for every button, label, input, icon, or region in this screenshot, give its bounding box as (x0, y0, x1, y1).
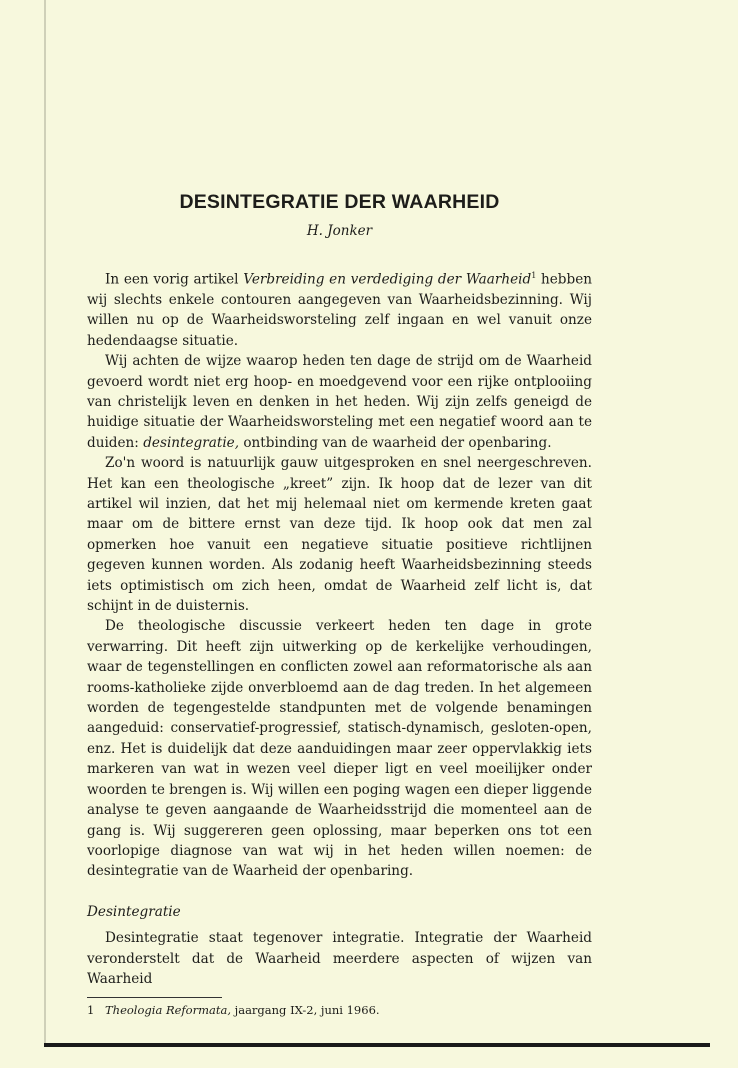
footnote (87, 1002, 592, 1018)
paragraph-1 (87, 266, 592, 351)
cited-article-title: Verbreiding en verdediging der Waarheid (243, 271, 532, 288)
page-left-edge (44, 0, 46, 1045)
bottom-rule (44, 1043, 710, 1047)
footnote-text: jaargang IX-2, juni 1966. (231, 1003, 380, 1018)
paragraph-2-text-b: ontbinding van de waarheid der openbaring. (239, 434, 552, 451)
footnote-divider (87, 997, 222, 998)
paragraph-2-text-a: Wij achten de wijze waarop heden ten dage de strijd om de Waarheid gevoerd wordt niet erg hoop- en moedgevend voor een rijke ontplooiing van christelijk leven en denken in het heden. Wij zijn zelfs geneigd de huidige situatie der Waarheidsworsteling met een negatief woord aan te duiden: (87, 353, 592, 451)
paragraph-4: De theologische discussie verkeert heden ten dage in grote verwarring. Dit heeft zijn uitwerking op de kerkelijke verhoudingen, waar de tegenstellingen en conflicten zowel aan reformatorische als aan rooms-katholieke zijde onverbloemd aan de dag treden. In het algemeen worden de tegengestelde standpunten met de volgende benamingen aangeduid: conservatief-progressief, statisch-dynamisch, gesloten-open, enz. Het is duidelijk dat deze aanduidingen maar zeer oppervlakkig iets markeren van wat in wezen veel dieper ligt en veel moeilijker onder woorden te brengen is. Wij willen een poging wagen een dieper liggende analyse te geven aangaande de Waarheidsstrijd die momenteel aan de gang is. Wij suggereren geen oplossing, maar beperken ons tot een voorlopige diagnose van wat wij in het heden willen noemen: de desintegratie van de Waarheid der openbaring. (87, 618, 592, 880)
article-title: DESINTEGRATIE DER WAARHEID (179, 191, 500, 213)
paragraph-3: Zo'n woord is natuurlijk gauw uitgesproken en snel neergeschreven. Het kan een theologische „kreet” zijn. Ik hoop dat de lezer van dit artikel wil inzien, dat het mij helemaal niet om kermende kreten gaat maar om de bittere ernst van deze tijd. Ik hoop ook dat men zal opmerken hoe vanuit een negatieve situatie positieve richtlijnen gegeven kunnen worden. Als zodanig heeft Waarheidsbezinning steeds iets optimistisch om zich heen, omdat de Waarheid zelf licht is, dat schijnt in de duisternis. (87, 455, 592, 615)
paragraph-5: Desintegratie staat tegenover integratie. Integratie der Waarheid veronderstelt dat de Waarheid meerdere aspecten of wijzen van Waarheid (87, 930, 592, 987)
article-author: H. Jonker (306, 223, 373, 239)
footnote-ref: 1 (531, 271, 537, 280)
footnote-number: 1 (87, 1003, 95, 1018)
paragraph-1-text-a: In een vorig artikel (105, 271, 244, 288)
footnote-journal: Theologia Reformata, (105, 1003, 231, 1018)
article-body (87, 266, 592, 989)
emphasis-desintegratie: desintegratie, (143, 434, 240, 451)
paragraph-1-text-b: hebben wij slechts enkele contouren aangegeven van Waarheidsbezinning. Wij willen nu op de Waarheidsworsteling zelf ingaan en wel vanuit onze hedendaagse situatie. (87, 271, 593, 349)
section-heading: Desintegratie (87, 903, 181, 920)
article-page (87, 190, 592, 1018)
paragraph-2 (87, 351, 592, 453)
